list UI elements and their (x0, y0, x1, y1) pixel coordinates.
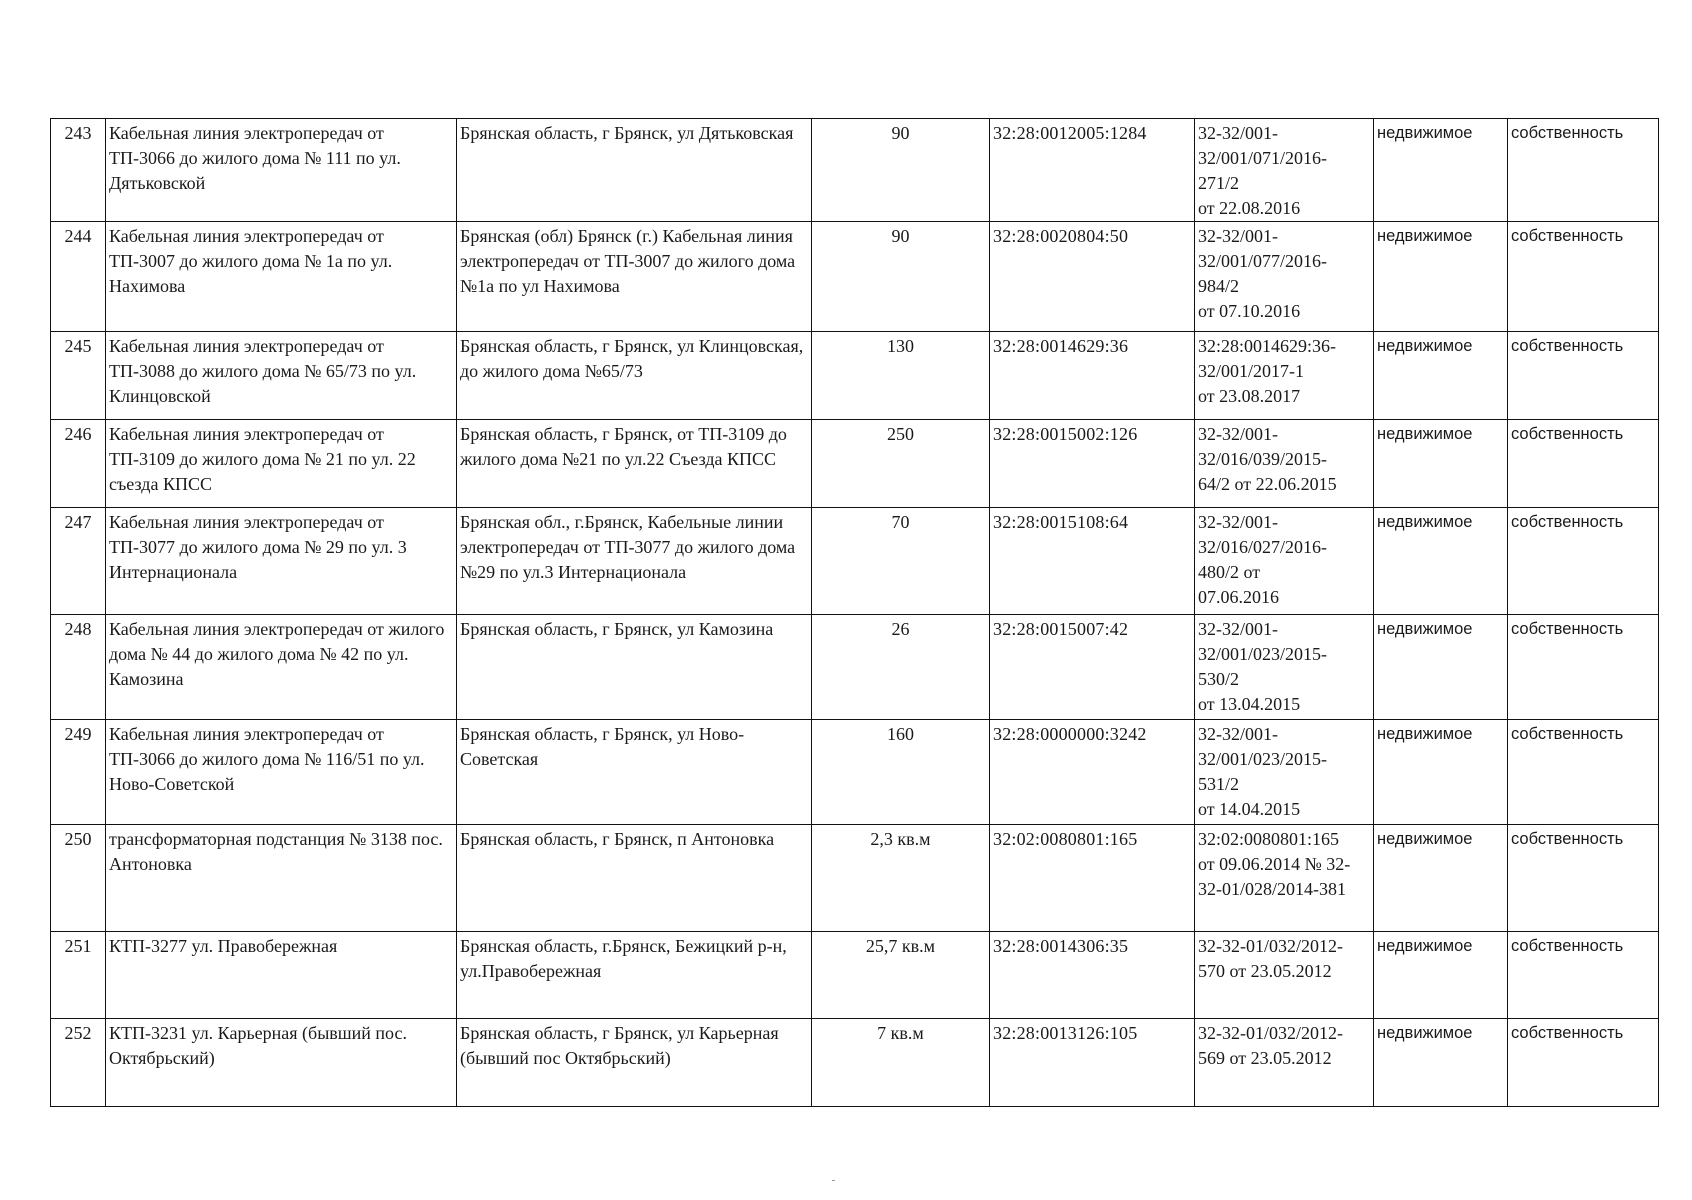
object-name: Кабельная линия электропередач от ТП-3077 до жилого дома № 29 по ул. 3 Интернационала (106, 508, 457, 615)
property-type: недвижимое (1374, 932, 1508, 1019)
object-name: Кабельная линия электропередач от ТП-3066 до жилого дома № 111 по ул. Дятьковской (106, 119, 457, 222)
registration-line: 32-32/001- (1198, 724, 1278, 744)
row-number: 248 (51, 615, 106, 720)
cadastral-number: 32:28:0014306:35 (990, 932, 1195, 1019)
right-type: собственность (1508, 508, 1659, 615)
table-row (51, 119, 1659, 222)
cadastral-number: 32:28:0015002:126 (990, 420, 1195, 508)
object-address: Брянская область, г Брянск, ул Карьерная (бывший пос Октябрьский) (457, 1019, 812, 1107)
registration-line: от 09.06.2014 № 32- (1198, 854, 1351, 874)
right-type: собственность (1508, 332, 1659, 420)
row-number: 246 (51, 420, 106, 508)
registration-line: 32-32/001- (1198, 226, 1278, 246)
object-area: 130 (812, 332, 990, 420)
object-name: трансформаторная подстанция № 3138 пос. Антоновка (106, 825, 457, 932)
registration-record (1195, 332, 1374, 420)
row-number: 243 (51, 119, 106, 222)
table-row (51, 720, 1659, 825)
registration-record (1195, 119, 1374, 222)
registration-line: 32/001/023/2015- (1198, 644, 1327, 664)
cadastral-number: 32:02:0080801:165 (990, 825, 1195, 932)
registration-line: 531/2 (1198, 774, 1240, 794)
registration-line: 32/001/077/2016- (1198, 251, 1327, 271)
registration-line: 32/016/027/2016- (1198, 537, 1327, 557)
object-name: Кабельная линия электропередач от жилого дома № 44 до жилого дома № 42 по ул. Камозина (106, 615, 457, 720)
registration-record (1195, 1019, 1374, 1107)
right-type: собственность (1508, 119, 1659, 222)
object-area: 90 (812, 222, 990, 332)
object-address: Брянская область, г Брянск, ул Клинцовская, до жилого дома №65/73 (457, 332, 812, 420)
registration-record (1195, 222, 1374, 332)
registration-line: 570 от 23.05.2012 (1198, 961, 1332, 981)
table-row (51, 932, 1659, 1019)
registration-line: 32/001/071/2016- (1198, 148, 1327, 168)
registration-line: 32:02:0080801:165 (1198, 829, 1340, 849)
cadastral-number: 32:28:0000000:3242 (990, 720, 1195, 825)
object-area: 160 (812, 720, 990, 825)
row-number: 251 (51, 932, 106, 1019)
property-type: недвижимое (1374, 508, 1508, 615)
registration-record (1195, 720, 1374, 825)
cadastral-number: 32:28:0013126:105 (990, 1019, 1195, 1107)
registration-line: 32/001/023/2015- (1198, 749, 1327, 769)
registration-line: 32/001/2017-1 (1198, 361, 1304, 381)
right-type: собственность (1508, 1019, 1659, 1107)
object-area: 250 (812, 420, 990, 508)
registration-line: 32/016/039/2015- (1198, 449, 1327, 469)
right-type: собственность (1508, 825, 1659, 932)
registration-line: 32-01/028/2014-381 (1198, 879, 1346, 899)
registration-line: от 07.10.2016 (1198, 301, 1301, 321)
object-address: Брянская область, г Брянск, п Антоновка (457, 825, 812, 932)
object-area: 7 кв.м (812, 1019, 990, 1107)
row-number: 247 (51, 508, 106, 615)
property-type: недвижимое (1374, 119, 1508, 222)
property-type: недвижимое (1374, 615, 1508, 720)
cadastral-number: 32:28:0015007:42 (990, 615, 1195, 720)
registration-line: 984/2 (1198, 276, 1240, 296)
registration-line: от 14.04.2015 (1198, 799, 1301, 819)
object-name: Кабельная линия электропередач от ТП-3088 до жилого дома № 65/73 по ул. Клинцовской (106, 332, 457, 420)
object-area: 26 (812, 615, 990, 720)
registration-line: 32-32/001- (1198, 123, 1278, 143)
row-number: 250 (51, 825, 106, 932)
registration-line: 64/2 от 22.06.2015 (1198, 474, 1337, 494)
table-row (51, 825, 1659, 932)
object-name: Кабельная линия электропередач от ТП-3007 до жилого дома № 1а по ул. Нахимова (106, 222, 457, 332)
cadastral-number: 32:28:0012005:1284 (990, 119, 1195, 222)
property-type: недвижимое (1374, 222, 1508, 332)
registry-body (51, 119, 1659, 1107)
right-type: собственность (1508, 720, 1659, 825)
object-name: КТП-3231 ул. Карьерная (бывший пос. Октябрьский) (106, 1019, 457, 1107)
object-address: Брянская область, г.Брянск, Бежицкий р-н, ул.Правобережная (457, 932, 812, 1019)
registration-record (1195, 825, 1374, 932)
property-type: недвижимое (1374, 720, 1508, 825)
object-address: Брянская обл., г.Брянск, Кабельные линии электропередач от ТП-3077 до жилого дома №29 по ул.3 Интернационала (457, 508, 812, 615)
registration-line: от 22.08.2016 (1198, 198, 1301, 218)
cadastral-number: 32:28:0020804:50 (990, 222, 1195, 332)
property-registry-table (50, 118, 1659, 1107)
cadastral-number: 32:28:0014629:36 (990, 332, 1195, 420)
object-area: 70 (812, 508, 990, 615)
registration-line: от 13.04.2015 (1198, 694, 1301, 714)
right-type: собственность (1508, 222, 1659, 332)
property-type: недвижимое (1374, 420, 1508, 508)
table-row (51, 222, 1659, 332)
table-row (51, 508, 1659, 615)
registration-line: 480/2 от (1198, 562, 1261, 582)
table-row (51, 420, 1659, 508)
table-row (51, 1019, 1659, 1107)
registration-record (1195, 508, 1374, 615)
registration-line: 07.06.2016 (1198, 587, 1279, 607)
object-name: Кабельная линия электропередач от ТП-3066 до жилого дома № 116/51 по ул. Ново-Советской (106, 720, 457, 825)
property-type: недвижимое (1374, 332, 1508, 420)
registration-line: 530/2 (1198, 669, 1240, 689)
object-address: Брянская область, г Брянск, ул Ново-Советская (457, 720, 812, 825)
object-address: Брянская (обл) Брянск (г.) Кабельная линия электропередач от ТП-3007 до жилого дома №1а по ул Нахимова (457, 222, 812, 332)
object-area: 90 (812, 119, 990, 222)
registration-record (1195, 615, 1374, 720)
right-type: собственность (1508, 615, 1659, 720)
table-row (51, 615, 1659, 720)
object-name: Кабельная линия электропередач от ТП-3109 до жилого дома № 21 по ул. 22 съезда КПСС (106, 420, 457, 508)
row-number: 252 (51, 1019, 106, 1107)
row-number: 245 (51, 332, 106, 420)
object-area: 2,3 кв.м (812, 825, 990, 932)
registration-line: от 23.08.2017 (1198, 386, 1301, 406)
property-type: недвижимое (1374, 1019, 1508, 1107)
registration-line: 32:28:0014629:36- (1198, 336, 1336, 356)
object-name: КТП-3277 ул. Правобережная (106, 932, 457, 1019)
registration-line: 569 от 23.05.2012 (1198, 1048, 1332, 1068)
registration-line: 271/2 (1198, 173, 1240, 193)
scan-speck (832, 1180, 835, 1181)
object-address: Брянская область, г Брянск, ул Камозина (457, 615, 812, 720)
registration-line: 32-32-01/032/2012- (1198, 936, 1343, 956)
right-type: собственность (1508, 932, 1659, 1019)
object-address: Брянская область, г Брянск, ул Дятьковская (457, 119, 812, 222)
registration-record (1195, 420, 1374, 508)
registration-line: 32-32/001- (1198, 512, 1278, 532)
property-type: недвижимое (1374, 825, 1508, 932)
object-area: 25,7 кв.м (812, 932, 990, 1019)
cadastral-number: 32:28:0015108:64 (990, 508, 1195, 615)
registration-line: 32-32-01/032/2012- (1198, 1023, 1343, 1043)
registration-line: 32-32/001- (1198, 424, 1278, 444)
row-number: 244 (51, 222, 106, 332)
object-address: Брянская область, г Брянск, от ТП-3109 до жилого дома №21 по ул.22 Съезда КПСС (457, 420, 812, 508)
registration-record (1195, 932, 1374, 1019)
right-type: собственность (1508, 420, 1659, 508)
registration-line: 32-32/001- (1198, 619, 1278, 639)
row-number: 249 (51, 720, 106, 825)
table-row (51, 332, 1659, 420)
